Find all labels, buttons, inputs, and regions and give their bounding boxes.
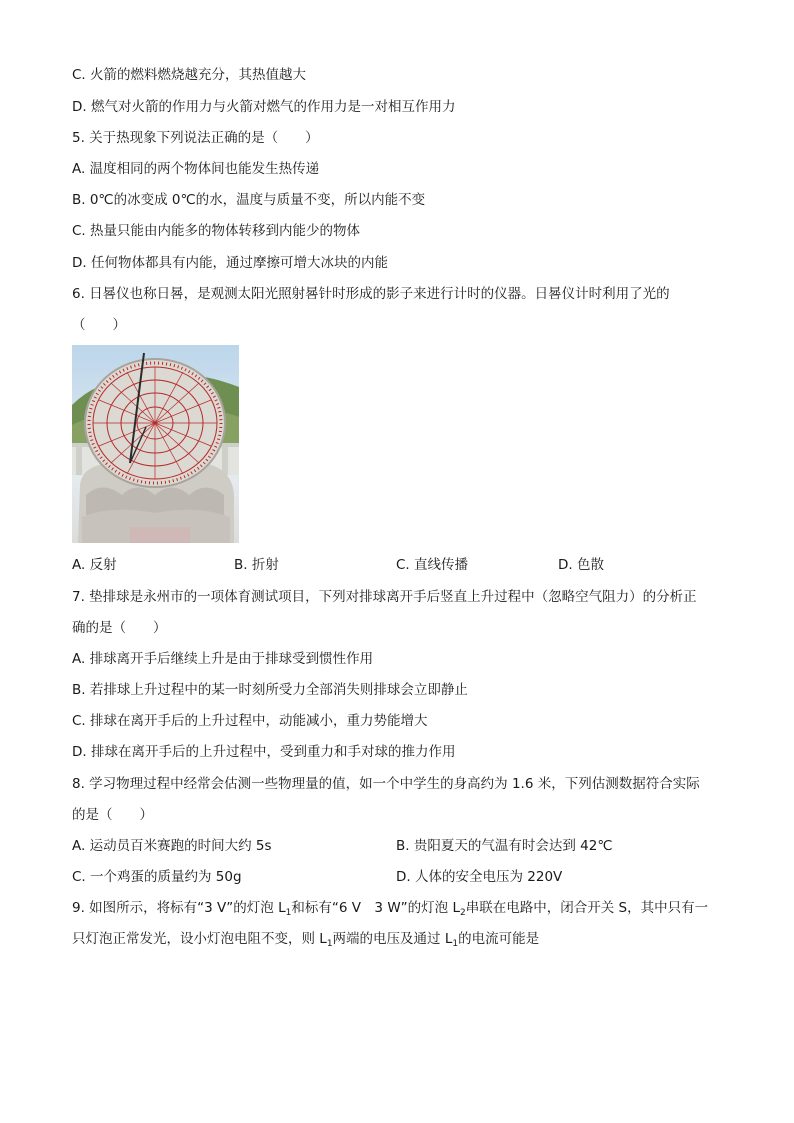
q7-stem: 7. 垫排球是永州市的一项体育测试项目，下列对排球离开手后竖直上升过程中（忽略空气阻力）的分析正 <box>72 589 697 605</box>
q9-stem-part-a: 9. 如图所示，将标有“3 V”的灯泡 L <box>72 900 286 916</box>
q7-option-c: C. 排球在离开手后的上升过程中，动能减小，重力势能增大 <box>72 713 428 729</box>
q9-subscript-1: 1 <box>285 908 292 918</box>
q8-option-b: B. 贵阳夏天的气温有时会达到 42℃ <box>396 838 613 854</box>
q8-stem: 8. 学习物理过程中经常会估测一些物理量的值，如一个中学生的身高约为 1.6 米，下列估测数据符合实际 <box>72 776 700 792</box>
q5-stem: 5. 关于热现象下列说法正确的是（ ） <box>72 130 319 146</box>
q8-option-d: D. 人体的安全电压为 220V <box>396 869 563 885</box>
q7-stem-continued: 确的是（ ） <box>72 620 167 636</box>
q5-option-b: B. 0℃的冰变成 0℃的水，温度与质量不变，所以内能不变 <box>72 192 426 208</box>
q6-stem-continued: （ ） <box>72 317 126 333</box>
q5-option-a: A. 温度相同的两个物体间也能发生热传递 <box>72 161 320 177</box>
q9-stem-continued <box>72 930 539 953</box>
q9-stem2-subscript-2: 1 <box>452 939 459 949</box>
q5-option-d: D. 任何物体都具有内能，通过摩擦可增大冰块的内能 <box>72 255 388 271</box>
q9-subscript-2: 2 <box>459 908 466 918</box>
q4-option-d: D. 燃气对火箭的作用力与火箭对燃气的作用力是一对相互作用力 <box>72 99 456 115</box>
q9-stem-part-b: 和标有“6 V 3 W”的灯泡 L <box>291 900 460 916</box>
q9-stem <box>72 899 708 922</box>
q9-stem-part-c: 串联在电路中，闭合开关 S，其中只有一 <box>465 900 709 916</box>
q9-stem2-part-c: 的电流可能是 <box>458 931 540 947</box>
q8-option-c: C. 一个鸡蛋的质量约为 50g <box>72 869 242 885</box>
q6-stem: 6. 日晷仪也称日晷，是观测太阳光照射晷针时形成的影子来进行计时的仪器。日晷仪计时利用了光的 <box>72 286 670 302</box>
q6-option-a: A. 反射 <box>72 557 117 573</box>
q6-option-b: B. 折射 <box>234 557 279 573</box>
q7-option-d: D. 排球在离开手后的上升过程中，受到重力和手对球的推力作用 <box>72 744 456 760</box>
sundial-image <box>72 345 239 543</box>
q9-stem2-part-a: 只灯泡正常发光，设小灯泡电阻不变，则 L <box>72 931 327 947</box>
q6-option-c: C. 直线传播 <box>396 557 469 573</box>
q7-option-a: A. 排球离开手后继续上升是由于排球受到惯性作用 <box>72 651 374 667</box>
q7-option-b: B. 若排球上升过程中的某一时刻所受力全部消失则排球会立即静止 <box>72 682 468 698</box>
q6-option-d: D. 色散 <box>558 557 604 573</box>
q9-stem2-subscript-1: 1 <box>326 939 333 949</box>
q4-option-c: C. 火箭的燃料燃烧越充分，其热值越大 <box>72 67 307 83</box>
q8-option-a: A. 运动员百米赛跑的时间大约 5s <box>72 838 272 854</box>
q9-stem2-part-b: 两端的电压及通过 L <box>332 931 453 947</box>
q8-stem-continued: 的是（ ） <box>72 807 153 823</box>
q5-option-c: C. 热量只能由内能多的物体转移到内能少的物体 <box>72 223 361 239</box>
